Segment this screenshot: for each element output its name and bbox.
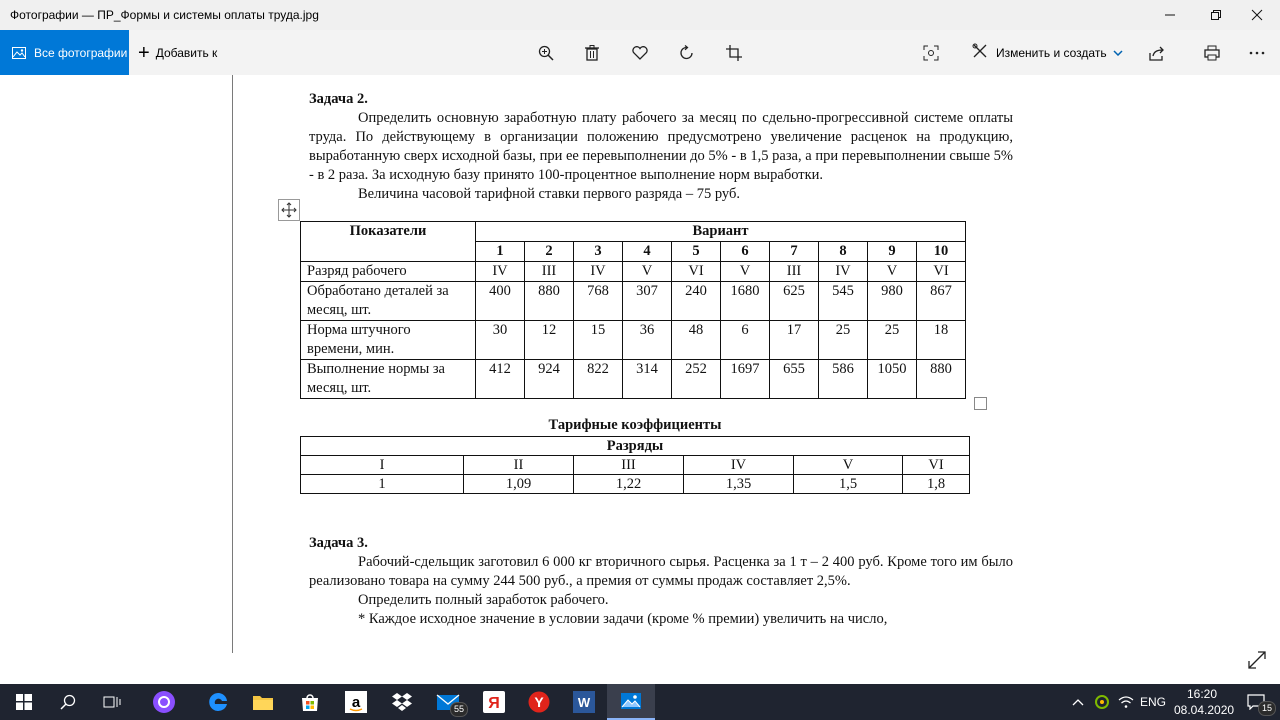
search-icon: [60, 694, 76, 710]
table-cell: 880: [525, 282, 574, 321]
table-cell: VI: [917, 262, 966, 282]
table-cell: 17: [770, 321, 819, 360]
mail-app[interactable]: [424, 684, 472, 720]
task3-paragraph-1: Рабочий-сдельщик заготовил 6 000 кг вторичного сырья. Расценка за 1 т – 2 400 руб. Кроме того им было реализовано товара на сумму 244 500 руб., а премия от суммы продаж составляет 2,5%.: [309, 554, 1013, 589]
svg-text:W: W: [577, 695, 591, 710]
task3-heading: Задача 3.: [309, 535, 368, 551]
grade-cell: V: [794, 456, 903, 475]
variant-number: 5: [672, 242, 721, 262]
grade-cell: I: [301, 456, 464, 475]
word-icon: [573, 691, 595, 713]
grade-cell: III: [574, 456, 684, 475]
coefficient-cell: 1,8: [903, 475, 970, 494]
table-cell: 25: [819, 321, 868, 360]
amazon-icon: [345, 691, 367, 713]
table-cell: 867: [917, 282, 966, 321]
notifications-button[interactable]: [1236, 684, 1276, 720]
crop-icon[interactable]: [721, 40, 747, 66]
table-cell: IV: [574, 262, 623, 282]
header-variant: Вариант: [476, 222, 966, 242]
task2-heading: Задача 2.: [309, 91, 368, 107]
table-row: [301, 321, 966, 360]
row-label: Разряд рабочего: [301, 262, 476, 282]
maximize-button[interactable]: [1193, 0, 1239, 30]
coefficient-cell: 1,22: [574, 475, 684, 494]
yandex-y-icon: [528, 691, 550, 713]
table-cell: 1680: [721, 282, 770, 321]
photo-viewer[interactable]: [0, 75, 1280, 684]
variant-number: 4: [623, 242, 672, 262]
coefficients-row: [301, 475, 970, 494]
table-cell: 15: [574, 321, 623, 360]
coefficient-cell: 1: [301, 475, 464, 494]
edge-app[interactable]: [194, 684, 242, 720]
notification-count: 15: [1258, 701, 1276, 716]
variants-table: [300, 221, 966, 399]
row-label: Норма штучного времени, мин.: [301, 321, 476, 360]
store-icon: [300, 692, 320, 712]
all-photos-button[interactable]: [0, 30, 129, 75]
table-cell: 586: [819, 360, 868, 399]
close-icon: [1251, 9, 1263, 21]
header-indicators: Показатели: [301, 222, 476, 262]
yandex-app[interactable]: [515, 684, 563, 720]
coefficient-cell: 1,35: [684, 475, 794, 494]
svg-text:Я: Я: [488, 695, 500, 712]
table-cell: 880: [917, 360, 966, 399]
table-cell: 655: [770, 360, 819, 399]
more-icon[interactable]: [1244, 40, 1270, 66]
favorite-icon[interactable]: [627, 40, 653, 66]
table-cell: 48: [672, 321, 721, 360]
table-cell: V: [868, 262, 917, 282]
grades-row: [301, 456, 970, 475]
fullscreen-icon[interactable]: [1247, 650, 1267, 675]
table-cell: 924: [525, 360, 574, 399]
photos-icon: [12, 47, 26, 59]
edit-icon: [972, 43, 988, 62]
network-button[interactable]: [1114, 684, 1138, 720]
row-label: Обработано деталей за месяц, шт.: [301, 282, 476, 321]
table-cell: 1050: [868, 360, 917, 399]
table-cell: III: [770, 262, 819, 282]
yandex-browser-app[interactable]: [470, 684, 518, 720]
add-to-button[interactable]: [138, 30, 217, 75]
table-row: [301, 262, 966, 282]
variant-number: 3: [574, 242, 623, 262]
chevron-up-icon: [1072, 698, 1084, 706]
delete-icon[interactable]: [579, 40, 605, 66]
sync-icon: [1094, 694, 1110, 710]
print-icon[interactable]: [1199, 40, 1225, 66]
store-app[interactable]: [286, 684, 334, 720]
table-cell: 1697: [721, 360, 770, 399]
dropbox-icon: [391, 692, 413, 712]
mail-badge: 55: [450, 702, 468, 717]
table-cell: 400: [476, 282, 525, 321]
minimize-icon: [1164, 9, 1176, 21]
table-cell: IV: [819, 262, 868, 282]
table-cell: V: [623, 262, 672, 282]
variant-number: 9: [868, 242, 917, 262]
table-cell: V: [721, 262, 770, 282]
table-cell: 307: [623, 282, 672, 321]
chevron-down-icon: [1113, 47, 1123, 59]
move-icon: [281, 202, 297, 218]
task-view-button[interactable]: [88, 684, 136, 720]
window-title: Фотографии — ПР_Формы и системы оплаты труда.jpg: [10, 8, 319, 22]
tariff-table-title: Тарифные коэффициенты: [548, 417, 722, 433]
alice-app[interactable]: [140, 684, 188, 720]
table-cell: 768: [574, 282, 623, 321]
amazon-app[interactable]: [332, 684, 380, 720]
windows-icon: [16, 694, 32, 710]
tray-app[interactable]: [1090, 684, 1114, 720]
edit-create-label: Изменить и создать: [996, 45, 1107, 60]
page-edge-line: [232, 75, 233, 653]
explorer-app[interactable]: [239, 684, 287, 720]
variant-number: 6: [721, 242, 770, 262]
add-to-label: Добавить к: [155, 45, 218, 60]
minimize-button[interactable]: [1147, 0, 1193, 30]
grade-cell: II: [464, 456, 574, 475]
task-view-icon: [103, 694, 121, 710]
task3-paragraph-3: * Каждое исходное значение в условии задачи (кроме % премии) увеличить на число,: [358, 611, 888, 627]
table-cell: 240: [672, 282, 721, 321]
ai-icon[interactable]: [918, 40, 944, 66]
toolbar: [0, 30, 1280, 75]
table-cell: 30: [476, 321, 525, 360]
grade-cell: VI: [903, 456, 970, 475]
table-cell: 25: [868, 321, 917, 360]
table-cell: 18: [917, 321, 966, 360]
wifi-icon: [1118, 695, 1134, 709]
language-indicator[interactable]: ENG: [1140, 695, 1167, 709]
table-cell: 314: [623, 360, 672, 399]
photos-app[interactable]: [607, 684, 655, 720]
svg-text:a: a: [351, 694, 361, 711]
coefficient-cell: 1,09: [464, 475, 574, 494]
variant-number: 2: [525, 242, 574, 262]
variant-number: 10: [917, 242, 966, 262]
table-cell: 412: [476, 360, 525, 399]
table-cell: 980: [868, 282, 917, 321]
zoom-icon[interactable]: [533, 40, 559, 66]
all-photos-label: Все фотографии: [34, 45, 128, 60]
tray-expand-button[interactable]: [1066, 684, 1090, 720]
table-cell: 545: [819, 282, 868, 321]
table-cell: III: [525, 262, 574, 282]
taskbar: [0, 684, 1280, 720]
search-button[interactable]: [44, 684, 92, 720]
table-cell: IV: [476, 262, 525, 282]
table-row: [301, 360, 966, 399]
document-text: [309, 75, 1013, 204]
tariff-table: [300, 436, 970, 494]
variant-number: 7: [770, 242, 819, 262]
yandex-icon: [483, 691, 505, 713]
grades-header: Разряды: [301, 437, 970, 456]
task3-text: [309, 534, 1013, 629]
close-button[interactable]: [1234, 0, 1280, 30]
task3-paragraph-2: Определить полный заработок рабочего.: [358, 592, 609, 608]
coefficient-cell: 1,5: [794, 475, 903, 494]
table-row: [301, 282, 966, 321]
row-label: Выполнение нормы за месяц, шт.: [301, 360, 476, 399]
share-icon[interactable]: [1144, 40, 1170, 66]
dropbox-app[interactable]: [378, 684, 426, 720]
title-bar: [0, 0, 1280, 30]
table-cell: 822: [574, 360, 623, 399]
clock-time[interactable]: 16:20: [1187, 687, 1218, 701]
task2-paragraph-1: Определить основную заработную плату рабочего за месяц по сдельно-прогрессивной системе оплаты труда. По действующему в организации положению предусмотрено увеличение расценок на продукцию, выработанную сверх исходной базы, при ее перевыполнении до 5% - в 1,5 раза, а при перевыполнении свыше 5% - в 2 раза. За исходную базу принято 100-процентное выполнение норм выработки.: [309, 110, 1013, 183]
table-cell: 6: [721, 321, 770, 360]
edge-icon: [207, 691, 229, 713]
table-move-handle[interactable]: [278, 199, 300, 221]
variant-number: 8: [819, 242, 868, 262]
table-resize-handle[interactable]: [974, 397, 987, 410]
table-cell: 252: [672, 360, 721, 399]
alice-icon: [152, 690, 176, 714]
grade-cell: IV: [684, 456, 794, 475]
variant-number: 1: [476, 242, 525, 262]
table-cell: 36: [623, 321, 672, 360]
start-button[interactable]: [0, 684, 48, 720]
photos-app-icon: [620, 692, 642, 710]
clock-date[interactable]: 08.04.2020: [1174, 703, 1235, 717]
table-cell: VI: [672, 262, 721, 282]
plus-icon: +: [138, 41, 150, 64]
edit-create-button[interactable]: [972, 30, 1123, 75]
word-app[interactable]: [560, 684, 608, 720]
restore-icon: [1210, 9, 1222, 21]
folder-icon: [252, 693, 274, 711]
svg-text:Y: Y: [534, 694, 544, 710]
table-cell: 625: [770, 282, 819, 321]
table-cell: 12: [525, 321, 574, 360]
rotate-icon[interactable]: [674, 40, 700, 66]
task2-paragraph-2: Величина часовой тарифной ставки первого разряда – 75 руб.: [358, 186, 740, 202]
